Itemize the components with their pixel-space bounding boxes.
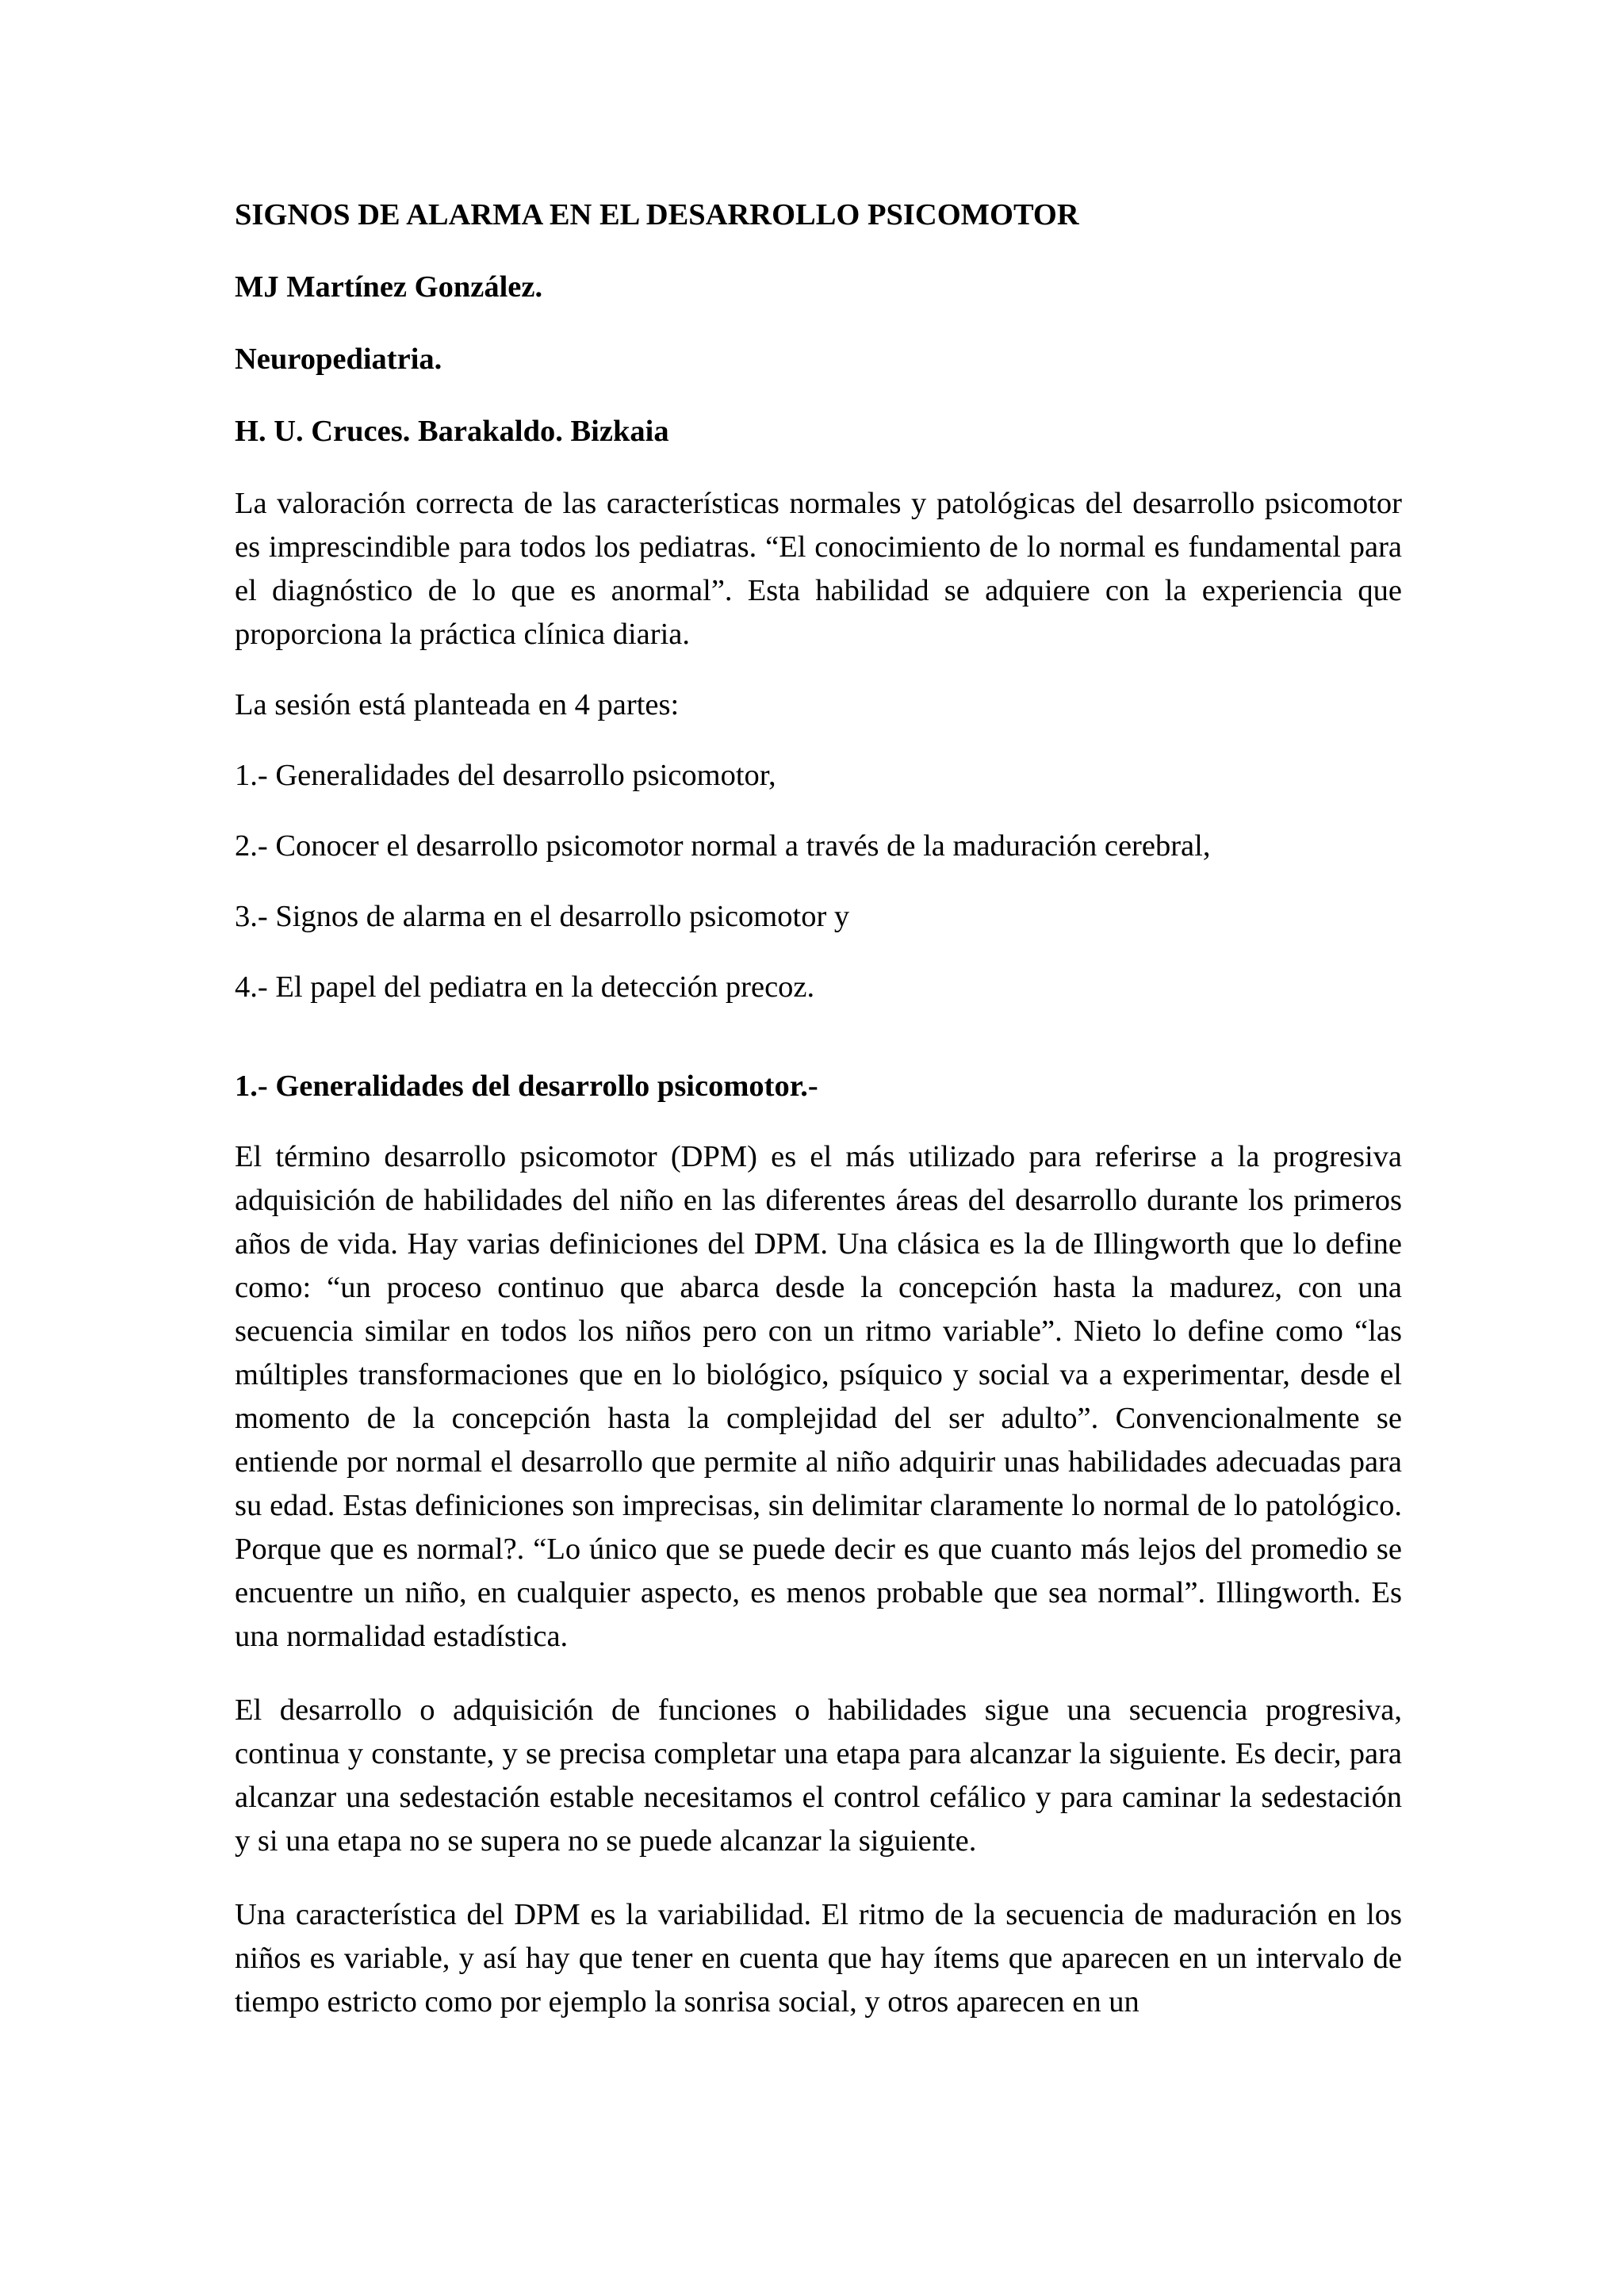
section-1-paragraph-2: El desarrollo o adquisición de funciones o habilidades sigue una secuencia progresiva, continua y constante, y se precisa completar una etapa para alcanzar la siguiente. Es decir, para alcanzar una sedestación estable necesitamos el control cefálico y para caminar la sedestación y si una etapa no se supera no se puede alcanzar la siguiente. [235,1693,1402,1858]
session-part-2: 2.- Conocer el desarrollo psicomotor normal a través de la maduración cerebral, [235,829,1211,863]
section-1-paragraph-3: Una característica del DPM es la variabilidad. El ritmo de la secuencia de maduración en los niños es variable, y así hay que tener en cuenta que hay ítems que aparecen en un intervalo de tiempo estricto como por ejemplo la sonrisa social, y otros aparecen en un [235,1898,1402,2019]
session-intro: La sesión está planteada en 4 partes: [235,688,680,721]
document-title: SIGNOS DE ALARMA EN EL DESARROLLO PSICOMOTOR [235,198,1079,232]
session-part-3: 3.- Signos de alarma en el desarrollo psicomotor y [235,900,850,933]
section-1-paragraph-1: El término desarrollo psicomotor (DPM) es el más utilizado para referirse a la progresiva adquisición de habilidades del niño en las diferentes áreas del desarrollo durante los primeros años de vida. Hay varias definiciones del DPM. Una clásica es la de Illingworth que lo define como: “un proceso continuo que abarca desde la concepción hasta la madurez, con una secuencia similar en todos los niños pero con un ritmo variable”. Nieto lo define como “las múltiples transformaciones que en lo biológico, psíquico y social va a experimentar, desde el momento de la concepción hasta la complejidad del ser adulto”. Convencionalmente se entiende por normal el desarrollo que permite al niño adquirir unas habilidades adecuadas para su edad. Estas definiciones son imprecisas, sin delimitar claramente lo normal de lo patológico. Porque que es normal?. “Lo único que se puede decir es que cuanto más lejos del promedio se encuentre un niño, en cualquier aspecto, es menos probable que sea normal”. Illingworth. Es una normalidad estadística. [235,1140,1402,1653]
session-part-4: 4.- El papel del pediatra en la detección precoz. [235,970,815,1004]
intro-paragraph: La valoración correcta de las características normales y patológicas del desarrollo psicomotor es imprescindible para todos los pediatras. “El conocimiento de lo normal es fundamental para el diagnóstico de lo que es anormal”. Esta habilidad se adquiere con la experiencia que proporciona la práctica clínica diaria. [235,487,1402,651]
institution-name: H. U. Cruces. Barakaldo. Bizkaia [235,415,669,448]
session-part-1: 1.- Generalidades del desarrollo psicomotor, [235,759,776,792]
author-name: MJ Martínez González. [235,270,543,304]
department-name: Neuropediatria. [235,342,442,376]
section-1-heading: 1.- Generalidades del desarrollo psicomotor.- [235,1070,818,1103]
document-body [235,193,1402,2054]
